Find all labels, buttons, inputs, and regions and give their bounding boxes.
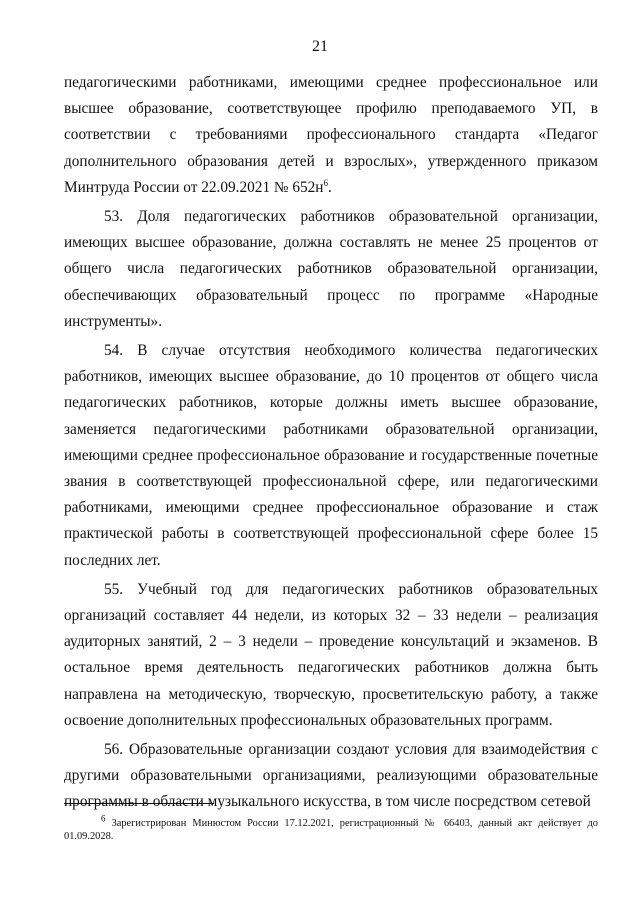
paragraph-end-punctuation: . — [327, 178, 332, 196]
paragraph-continuation — [64, 70, 598, 201]
footnote — [64, 813, 598, 843]
paragraph-55: 55. Учебный год для педагогических работников образовательных организаций составляет 44 недели, из которых 32 – 33 недели – реализация аудиторных занятий, 2 – 3 недели – проведение консультаций и экзаменов. В остальное время деятельность педагогических работников должна быть направлена на методическую, творческую, просветительскую работу, а также освоение дополнительных профессиональных образовательных программ. — [64, 580, 598, 729]
body-text — [64, 70, 598, 816]
paragraph-53: 53. Доля педагогических работников образовательной организации, имеющих высшее образование, должна составлять не менее 25 процентов от общего числа педагогических работников образовательной организации, обеспечивающих образовательный процесс по программе «Народные инструменты». — [64, 208, 598, 330]
footnote-text: Зарегистрирован Минюстом России 17.12.2021, регистрационный № 66403, данный акт действует до 01.09.2028. — [64, 818, 598, 842]
page-number: 21 — [312, 38, 328, 55]
paragraph-56: 56. Образовательные организации создают условия для взаимодействия с другими образовательными организациями, реализующими образовательные программы в области музыкального искусства, в том числе посредством сетевой — [64, 741, 598, 811]
footnote-separator — [64, 803, 214, 804]
footnote-reference[interactable]: 6 — [323, 177, 328, 188]
paragraph-54: 54. В случае отсутствия необходимого количества педагогических работников, имеющих высшее образование, до 10 процентов от общего числа педагогических работников, которые должны иметь высшее образование, заменяется педагогическими работниками образовательной организации, имеющими среднее профессиональное образование и государственные почетные звания в соответствующей профессиональной сфере, или педагогическими работниками, имеющими среднее профессиональное образование и стаж практической работы в соответствующей профессиональной сфере более 15 последних лет. — [64, 342, 598, 569]
paragraph-text: педагогическими работниками, имеющими среднее профессиональное или высшее образование, соответствующее профилю преподаваемого УП, в соответствии с требованиями профессионального стандарта «Педагог дополнительного образования детей и взрослых», утвержденного приказом Минтруда России от 22.09.2021 № 652н — [64, 74, 598, 196]
footnote-marker: 6 — [101, 813, 106, 824]
